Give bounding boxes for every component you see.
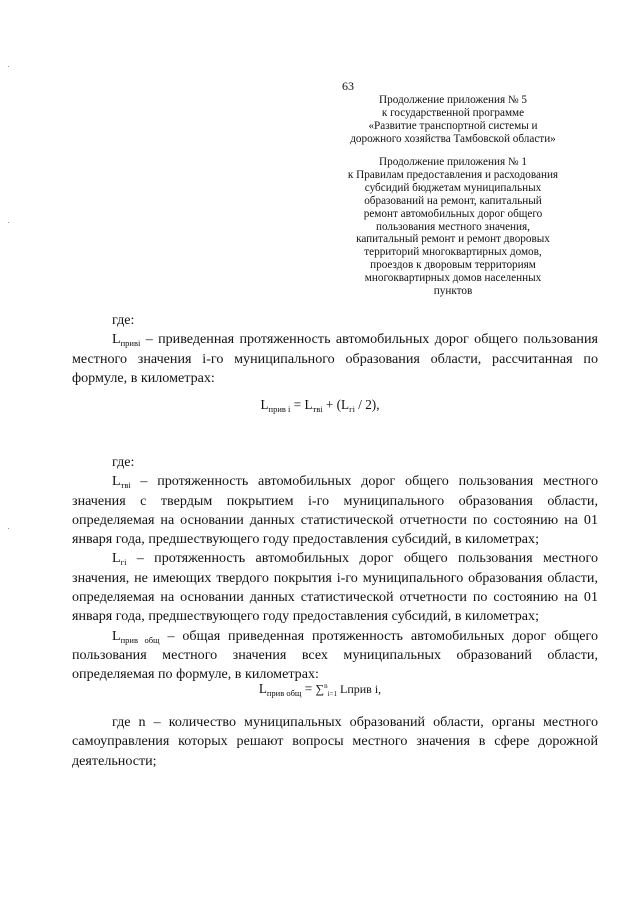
header-line: к государственной программе — [381, 106, 525, 119]
header-line: дорожного хозяйства Тамбовской области» — [350, 132, 556, 145]
definition-text: – протяженность автомобильных дорог общего пользования местного значения, не имеющих твердого покрытия i-го муниципального образования области, определяемая на основании данных статистической отчетности по состоянию на 01 января года, предшествующего году предоставления субсидий, в километрах; — [72, 550, 598, 625]
definition-text: – протяженность автомобильных дорог общего пользования местного значения с твердым покрытием i-го муниципального образования области, определяемая на основании данных статистической отчетности по состоянию на 01 января года, предшествующего году предоставления субсидий, в километрах; — [72, 473, 598, 548]
symbol-subscript: прив общ — [120, 634, 160, 645]
scan-mark — [8, 528, 9, 529]
header-line: «Развитие транспортной системы и — [368, 119, 538, 132]
page-number: 63 — [342, 79, 354, 93]
sigma-symbol: ∑ — [315, 682, 325, 696]
definition-paragraph — [72, 472, 598, 549]
appendix-header-program — [318, 94, 588, 146]
header-line: капитальный ремонт и ремонт дворовых — [356, 233, 550, 246]
symbol: L — [112, 331, 121, 348]
definition-paragraph: где n – количество муниципальных образований области, органы местного самоуправления которых решают вопросы местного значения в сфере дорожной деятельности; — [72, 714, 598, 769]
symbol-subscript: гi — [120, 557, 127, 568]
formula-subscript: гi — [349, 404, 355, 414]
definition-paragraph — [72, 549, 598, 626]
section-definition-lpriv — [72, 311, 598, 388]
formula-term: L — [341, 397, 350, 412]
formula-subscript: прив общ — [266, 688, 302, 698]
header-line: многоквартирных домов населенных — [364, 272, 542, 285]
formula-term: Lприв i, — [336, 682, 382, 696]
formula-lpriv — [0, 397, 640, 413]
summation — [316, 682, 382, 696]
definition-text: – приведенная протяженность автомобильных дорог общего пользования местного значения i-го муниципального образования области, рассчитанная по формуле, в километрах: — [72, 331, 598, 386]
header-line: образований на ремонт, капитальный — [364, 194, 542, 207]
formula-term: L — [258, 681, 267, 696]
formula-subscript: твi — [312, 404, 323, 414]
formula-operator: = — [290, 397, 305, 412]
symbol-subscript: привi — [120, 338, 141, 349]
formula-operator: = — [301, 681, 316, 696]
header-line: пользования местного значения, — [376, 220, 530, 233]
formula-term: L — [260, 397, 269, 412]
symbol: L — [112, 473, 121, 490]
definition-paragraph — [72, 330, 598, 388]
symbol: L — [112, 627, 121, 644]
where-label: где: — [112, 312, 135, 328]
header-line: к Правилам предоставления и расходования — [347, 168, 559, 181]
header-line: субсидий бюджетам муниципальных — [364, 181, 542, 194]
header-line: пунктов — [433, 285, 473, 298]
header-line: ремонт автомобильных дорог общего — [363, 207, 543, 220]
sum-upper-limit: n — [324, 682, 328, 690]
header-line: Продолжение приложения № 5 — [379, 94, 527, 106]
section-n-definition — [72, 713, 598, 771]
definition-text: – общая приведенная протяженность автомобильных дорог общего пользования местного значения всех муниципальных образований области, определяемая по формуле, в километрах: — [72, 627, 599, 683]
header-line: Продолжение приложения № 1 — [379, 156, 527, 168]
formula-operator: + ( — [322, 397, 342, 412]
symbol-subscript: твi — [120, 480, 131, 491]
sum-lower-limit: i=1 — [327, 690, 337, 698]
scan-mark — [8, 66, 9, 67]
formula-subscript: прив i — [268, 404, 291, 414]
header-line: территорий многоквартирных домов, — [364, 246, 542, 259]
formula-lpriv-total — [0, 681, 640, 697]
appendix-header-rules — [318, 156, 588, 298]
where-label: где: — [112, 454, 135, 470]
section-definitions-roads — [72, 453, 598, 685]
formula-term: L — [304, 397, 313, 412]
header-line: проездов к дворовым территориям — [370, 259, 536, 272]
formula-operator: / 2), — [354, 397, 380, 412]
definition-paragraph — [72, 627, 598, 685]
symbol: L — [112, 550, 121, 567]
scan-mark — [8, 222, 9, 223]
